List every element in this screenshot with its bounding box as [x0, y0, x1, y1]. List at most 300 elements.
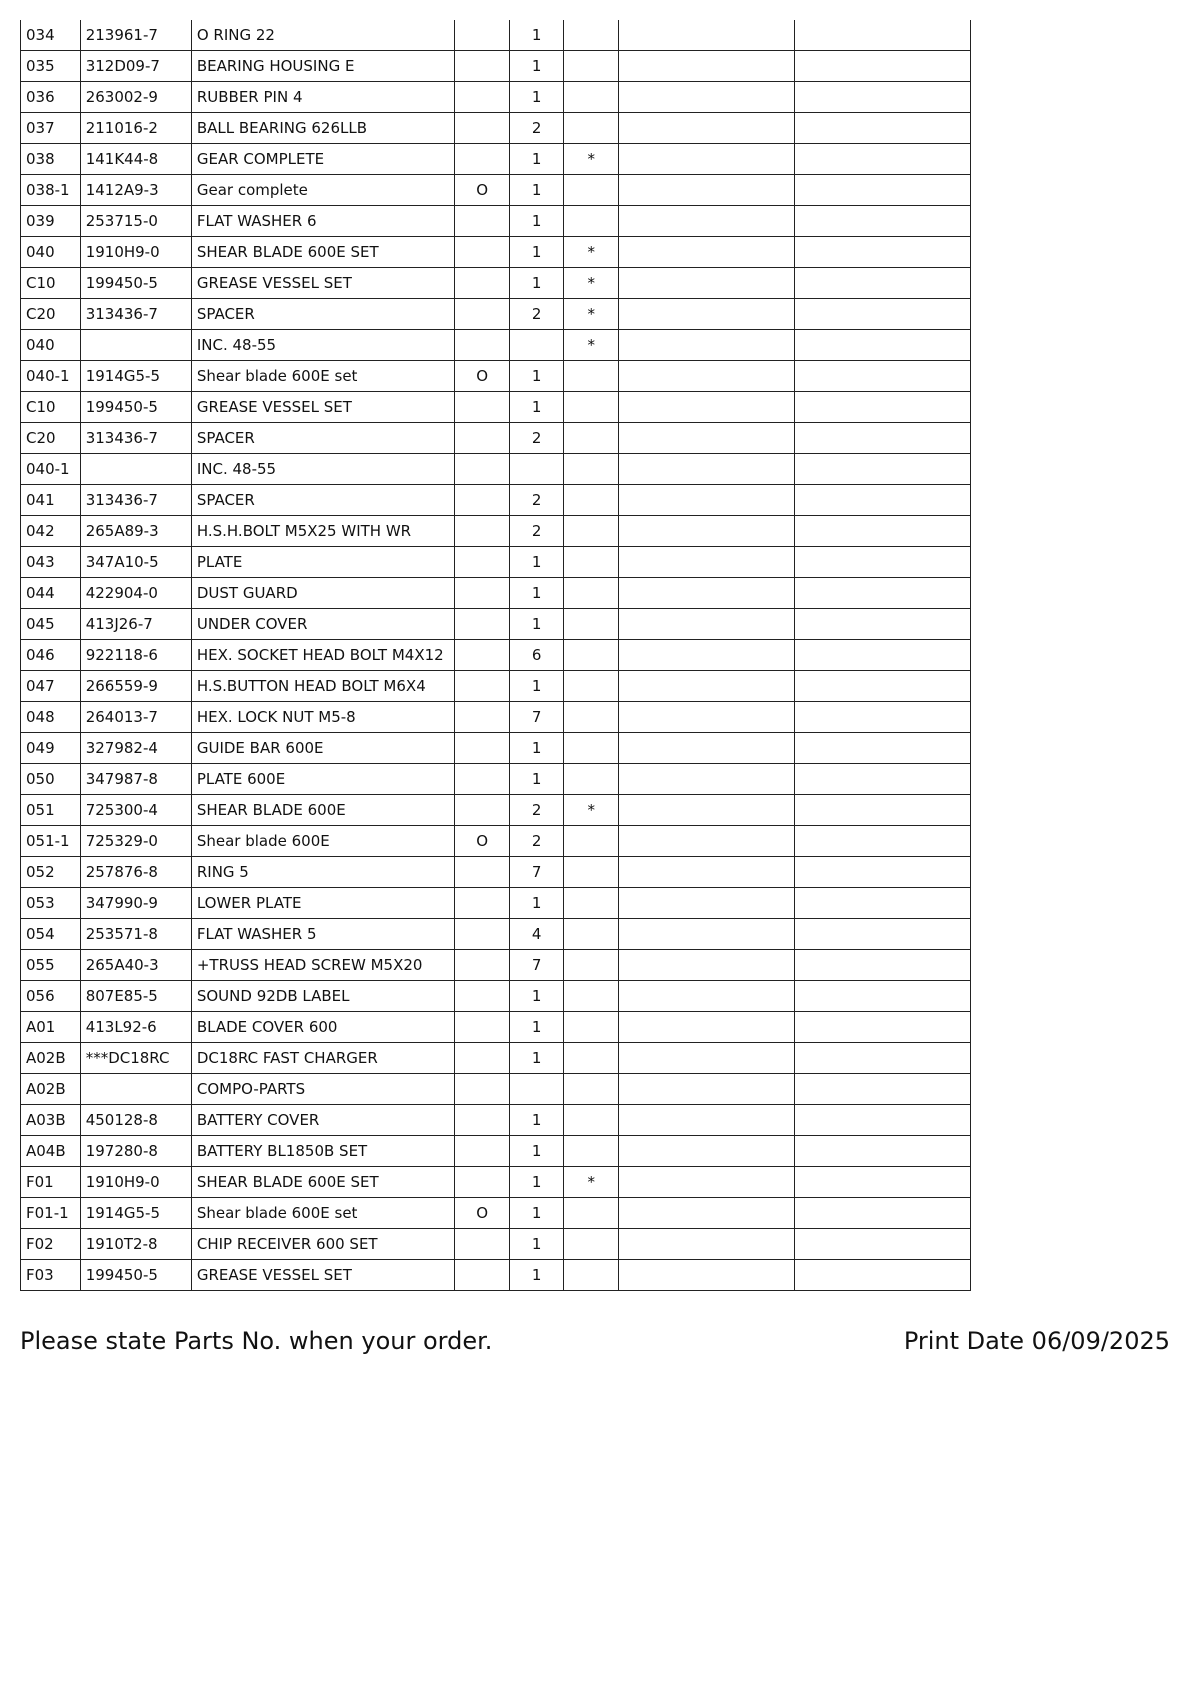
alternate-mark-cell	[455, 764, 510, 795]
part-number-cell	[80, 1074, 191, 1105]
alternate-mark-cell	[455, 1167, 510, 1198]
table-row	[21, 578, 971, 609]
item-number-cell: 047	[21, 671, 81, 702]
part-number-cell: 265A89-3	[80, 516, 191, 547]
description-cell: +TRUSS HEAD SCREW M5X20	[191, 950, 454, 981]
note-mark-cell	[564, 888, 619, 919]
part-number-cell: 422904-0	[80, 578, 191, 609]
table-row	[21, 826, 971, 857]
note-mark-cell	[564, 1198, 619, 1229]
item-number-cell: 051-1	[21, 826, 81, 857]
empty-cell	[618, 547, 794, 578]
alternate-mark-cell	[455, 702, 510, 733]
alternate-mark-cell	[455, 423, 510, 454]
part-number-cell: 263002-9	[80, 82, 191, 113]
part-number-cell: 413L92-6	[80, 1012, 191, 1043]
alternate-mark-cell	[455, 547, 510, 578]
empty-cell	[794, 671, 970, 702]
alternate-mark-cell	[455, 1105, 510, 1136]
description-cell: BLADE COVER 600	[191, 1012, 454, 1043]
quantity-cell: 1	[509, 361, 564, 392]
quantity-cell: 1	[509, 1043, 564, 1074]
alternate-mark-cell	[455, 888, 510, 919]
part-number-cell: 253715-0	[80, 206, 191, 237]
quantity-cell: 1	[509, 237, 564, 268]
item-number-cell: 052	[21, 857, 81, 888]
description-cell: RUBBER PIN 4	[191, 82, 454, 113]
item-number-cell: 043	[21, 547, 81, 578]
description-cell: HEX. LOCK NUT M5-8	[191, 702, 454, 733]
description-cell: GREASE VESSEL SET	[191, 268, 454, 299]
quantity-cell: 7	[509, 857, 564, 888]
alternate-mark-cell	[455, 857, 510, 888]
alternate-mark-cell	[455, 454, 510, 485]
empty-cell	[794, 795, 970, 826]
parts-list	[20, 20, 971, 1291]
empty-cell	[794, 609, 970, 640]
empty-cell	[618, 454, 794, 485]
part-number-cell: 1412A9-3	[80, 175, 191, 206]
item-number-cell: A01	[21, 1012, 81, 1043]
empty-cell	[794, 857, 970, 888]
item-number-cell: 040	[21, 330, 81, 361]
alternate-mark-cell: O	[455, 361, 510, 392]
alternate-mark-cell	[455, 578, 510, 609]
table-row	[21, 516, 971, 547]
quantity-cell: 2	[509, 826, 564, 857]
print-date: Print Date 06/09/2025	[903, 1327, 1170, 1355]
table-row	[21, 888, 971, 919]
empty-cell	[618, 51, 794, 82]
quantity-cell: 1	[509, 1198, 564, 1229]
quantity-cell: 1	[509, 20, 564, 51]
empty-cell	[618, 299, 794, 330]
quantity-cell: 6	[509, 640, 564, 671]
table-row	[21, 981, 971, 1012]
empty-cell	[618, 237, 794, 268]
description-cell: GREASE VESSEL SET	[191, 392, 454, 423]
empty-cell	[618, 1198, 794, 1229]
item-number-cell: C10	[21, 268, 81, 299]
note-mark-cell	[564, 826, 619, 857]
part-number-cell: 199450-5	[80, 392, 191, 423]
table-row	[21, 423, 971, 454]
empty-cell	[794, 20, 970, 51]
part-number-cell: 413J26-7	[80, 609, 191, 640]
alternate-mark-cell	[455, 1260, 510, 1291]
alternate-mark-cell	[455, 1012, 510, 1043]
empty-cell	[794, 1012, 970, 1043]
table-row	[21, 1136, 971, 1167]
note-mark-cell	[564, 361, 619, 392]
table-row	[21, 919, 971, 950]
empty-cell	[618, 764, 794, 795]
table-row	[21, 857, 971, 888]
alternate-mark-cell	[455, 1043, 510, 1074]
description-cell: DUST GUARD	[191, 578, 454, 609]
table-row	[21, 485, 971, 516]
part-number-cell: 347987-8	[80, 764, 191, 795]
note-mark-cell	[564, 702, 619, 733]
table-row	[21, 144, 971, 175]
empty-cell	[794, 578, 970, 609]
item-number-cell: 042	[21, 516, 81, 547]
note-mark-cell: *	[564, 795, 619, 826]
part-number-cell: 257876-8	[80, 857, 191, 888]
table-row	[21, 20, 971, 51]
note-mark-cell	[564, 1260, 619, 1291]
note-mark-cell	[564, 392, 619, 423]
item-number-cell: A03B	[21, 1105, 81, 1136]
note-mark-cell	[564, 1043, 619, 1074]
alternate-mark-cell	[455, 20, 510, 51]
table-row	[21, 175, 971, 206]
part-number-cell: 327982-4	[80, 733, 191, 764]
empty-cell	[794, 113, 970, 144]
empty-cell	[618, 113, 794, 144]
alternate-mark-cell	[455, 516, 510, 547]
empty-cell	[618, 1136, 794, 1167]
description-cell: COMPO-PARTS	[191, 1074, 454, 1105]
description-cell: PLATE	[191, 547, 454, 578]
note-mark-cell: *	[564, 144, 619, 175]
item-number-cell: 045	[21, 609, 81, 640]
description-cell: RING 5	[191, 857, 454, 888]
item-number-cell: 038-1	[21, 175, 81, 206]
quantity-cell	[509, 330, 564, 361]
quantity-cell: 1	[509, 671, 564, 702]
parts-table	[20, 20, 971, 1291]
quantity-cell: 1	[509, 1260, 564, 1291]
table-row	[21, 454, 971, 485]
alternate-mark-cell	[455, 795, 510, 826]
table-row	[21, 640, 971, 671]
table-row	[21, 1043, 971, 1074]
item-number-cell: 050	[21, 764, 81, 795]
description-cell: BATTERY COVER	[191, 1105, 454, 1136]
empty-cell	[618, 516, 794, 547]
alternate-mark-cell: O	[455, 1198, 510, 1229]
item-number-cell: 048	[21, 702, 81, 733]
table-row	[21, 950, 971, 981]
empty-cell	[794, 330, 970, 361]
alternate-mark-cell	[455, 1136, 510, 1167]
empty-cell	[618, 1229, 794, 1260]
empty-cell	[794, 1105, 970, 1136]
alternate-mark-cell	[455, 206, 510, 237]
description-cell: FLAT WASHER 6	[191, 206, 454, 237]
alternate-mark-cell	[455, 1229, 510, 1260]
item-number-cell: F02	[21, 1229, 81, 1260]
description-cell: GEAR COMPLETE	[191, 144, 454, 175]
table-row	[21, 237, 971, 268]
description-cell: FLAT WASHER 5	[191, 919, 454, 950]
quantity-cell: 1	[509, 888, 564, 919]
empty-cell	[794, 733, 970, 764]
table-row	[21, 361, 971, 392]
alternate-mark-cell	[455, 1074, 510, 1105]
note-mark-cell	[564, 175, 619, 206]
table-row	[21, 330, 971, 361]
alternate-mark-cell	[455, 299, 510, 330]
description-cell: Shear blade 600E set	[191, 1198, 454, 1229]
item-number-cell: 049	[21, 733, 81, 764]
part-number-cell: 347A10-5	[80, 547, 191, 578]
description-cell: SPACER	[191, 299, 454, 330]
note-mark-cell	[564, 609, 619, 640]
quantity-cell: 1	[509, 144, 564, 175]
description-cell: INC. 48-55	[191, 330, 454, 361]
item-number-cell: F01-1	[21, 1198, 81, 1229]
quantity-cell: 7	[509, 702, 564, 733]
note-mark-cell	[564, 981, 619, 1012]
note-mark-cell	[564, 1136, 619, 1167]
table-row	[21, 547, 971, 578]
empty-cell	[794, 361, 970, 392]
item-number-cell: 044	[21, 578, 81, 609]
table-row	[21, 733, 971, 764]
quantity-cell: 2	[509, 516, 564, 547]
empty-cell	[794, 1074, 970, 1105]
empty-cell	[618, 609, 794, 640]
alternate-mark-cell	[455, 733, 510, 764]
note-mark-cell	[564, 1229, 619, 1260]
quantity-cell: 1	[509, 981, 564, 1012]
quantity-cell: 2	[509, 299, 564, 330]
quantity-cell: 2	[509, 113, 564, 144]
empty-cell	[618, 888, 794, 919]
note-mark-cell	[564, 516, 619, 547]
empty-cell	[794, 547, 970, 578]
empty-cell	[618, 702, 794, 733]
alternate-mark-cell	[455, 981, 510, 1012]
note-mark-cell	[564, 764, 619, 795]
empty-cell	[618, 578, 794, 609]
table-row	[21, 1012, 971, 1043]
empty-cell	[794, 144, 970, 175]
description-cell: SPACER	[191, 423, 454, 454]
note-mark-cell	[564, 547, 619, 578]
note-mark-cell	[564, 671, 619, 702]
description-cell: PLATE 600E	[191, 764, 454, 795]
table-row	[21, 113, 971, 144]
part-number-cell: 450128-8	[80, 1105, 191, 1136]
note-mark-cell	[564, 423, 619, 454]
quantity-cell: 1	[509, 764, 564, 795]
part-number-cell: 211016-2	[80, 113, 191, 144]
part-number-cell: 266559-9	[80, 671, 191, 702]
order-note: Please state Parts No. when your order.	[20, 1327, 493, 1355]
quantity-cell	[509, 1074, 564, 1105]
note-mark-cell	[564, 1074, 619, 1105]
alternate-mark-cell	[455, 640, 510, 671]
item-number-cell: C20	[21, 423, 81, 454]
empty-cell	[794, 299, 970, 330]
quantity-cell: 1	[509, 268, 564, 299]
empty-cell	[794, 1043, 970, 1074]
empty-cell	[794, 1198, 970, 1229]
empty-cell	[618, 144, 794, 175]
note-mark-cell	[564, 640, 619, 671]
description-cell: BATTERY BL1850B SET	[191, 1136, 454, 1167]
quantity-cell	[509, 454, 564, 485]
empty-cell	[618, 950, 794, 981]
item-number-cell: 038	[21, 144, 81, 175]
alternate-mark-cell	[455, 51, 510, 82]
empty-cell	[794, 1260, 970, 1291]
part-number-cell: 265A40-3	[80, 950, 191, 981]
description-cell: UNDER COVER	[191, 609, 454, 640]
empty-cell	[794, 702, 970, 733]
alternate-mark-cell: O	[455, 175, 510, 206]
part-number-cell: 313436-7	[80, 485, 191, 516]
quantity-cell: 2	[509, 795, 564, 826]
item-number-cell: 054	[21, 919, 81, 950]
empty-cell	[794, 919, 970, 950]
part-number-cell: ***DC18RC	[80, 1043, 191, 1074]
quantity-cell: 4	[509, 919, 564, 950]
quantity-cell: 1	[509, 1105, 564, 1136]
alternate-mark-cell	[455, 268, 510, 299]
note-mark-cell: *	[564, 237, 619, 268]
table-row	[21, 299, 971, 330]
description-cell: O RING 22	[191, 20, 454, 51]
empty-cell	[794, 454, 970, 485]
description-cell: Gear complete	[191, 175, 454, 206]
item-number-cell: A02B	[21, 1043, 81, 1074]
table-row	[21, 1167, 971, 1198]
empty-cell	[794, 392, 970, 423]
empty-cell	[618, 1012, 794, 1043]
quantity-cell: 1	[509, 733, 564, 764]
description-cell: SHEAR BLADE 600E SET	[191, 237, 454, 268]
empty-cell	[794, 516, 970, 547]
description-cell: SOUND 92DB LABEL	[191, 981, 454, 1012]
empty-cell	[794, 1136, 970, 1167]
note-mark-cell	[564, 857, 619, 888]
description-cell: CHIP RECEIVER 600 SET	[191, 1229, 454, 1260]
parts-table-body	[21, 20, 971, 1291]
table-row	[21, 609, 971, 640]
item-number-cell: C20	[21, 299, 81, 330]
note-mark-cell	[564, 82, 619, 113]
empty-cell	[618, 1260, 794, 1291]
note-mark-cell	[564, 1012, 619, 1043]
item-number-cell: 036	[21, 82, 81, 113]
note-mark-cell	[564, 578, 619, 609]
description-cell: LOWER PLATE	[191, 888, 454, 919]
note-mark-cell	[564, 206, 619, 237]
alternate-mark-cell	[455, 485, 510, 516]
note-mark-cell	[564, 20, 619, 51]
empty-cell	[794, 640, 970, 671]
table-row	[21, 268, 971, 299]
quantity-cell: 1	[509, 578, 564, 609]
item-number-cell: 041	[21, 485, 81, 516]
description-cell: SHEAR BLADE 600E SET	[191, 1167, 454, 1198]
quantity-cell: 1	[509, 1167, 564, 1198]
empty-cell	[794, 51, 970, 82]
part-number-cell: 313436-7	[80, 299, 191, 330]
empty-cell	[618, 733, 794, 764]
alternate-mark-cell	[455, 392, 510, 423]
alternate-mark-cell	[455, 919, 510, 950]
item-number-cell: 040-1	[21, 454, 81, 485]
empty-cell	[794, 1167, 970, 1198]
table-row	[21, 764, 971, 795]
note-mark-cell: *	[564, 330, 619, 361]
alternate-mark-cell: O	[455, 826, 510, 857]
empty-cell	[618, 795, 794, 826]
part-number-cell: 199450-5	[80, 268, 191, 299]
empty-cell	[794, 237, 970, 268]
description-cell: SPACER	[191, 485, 454, 516]
empty-cell	[794, 764, 970, 795]
part-number-cell: 1910H9-0	[80, 1167, 191, 1198]
note-mark-cell	[564, 51, 619, 82]
item-number-cell: F01	[21, 1167, 81, 1198]
part-number-cell: 1914G5-5	[80, 1198, 191, 1229]
quantity-cell: 1	[509, 547, 564, 578]
description-cell: SHEAR BLADE 600E	[191, 795, 454, 826]
description-cell: BEARING HOUSING E	[191, 51, 454, 82]
description-cell: DC18RC FAST CHARGER	[191, 1043, 454, 1074]
part-number-cell: 922118-6	[80, 640, 191, 671]
item-number-cell: 055	[21, 950, 81, 981]
part-number-cell: 807E85-5	[80, 981, 191, 1012]
quantity-cell: 1	[509, 1136, 564, 1167]
item-number-cell: F03	[21, 1260, 81, 1291]
item-number-cell: 040-1	[21, 361, 81, 392]
empty-cell	[794, 888, 970, 919]
item-number-cell: 053	[21, 888, 81, 919]
note-mark-cell: *	[564, 268, 619, 299]
empty-cell	[618, 1074, 794, 1105]
part-number-cell: 725300-4	[80, 795, 191, 826]
part-number-cell: 197280-8	[80, 1136, 191, 1167]
empty-cell	[618, 1105, 794, 1136]
item-number-cell: 039	[21, 206, 81, 237]
note-mark-cell	[564, 485, 619, 516]
table-row	[21, 795, 971, 826]
empty-cell	[794, 268, 970, 299]
empty-cell	[794, 950, 970, 981]
note-mark-cell: *	[564, 1167, 619, 1198]
item-number-cell: 034	[21, 20, 81, 51]
part-number-cell: 253571-8	[80, 919, 191, 950]
item-number-cell: 035	[21, 51, 81, 82]
description-cell: H.S.H.BOLT M5X25 WITH WR	[191, 516, 454, 547]
empty-cell	[794, 82, 970, 113]
note-mark-cell	[564, 113, 619, 144]
quantity-cell: 1	[509, 82, 564, 113]
empty-cell	[618, 392, 794, 423]
description-cell: GUIDE BAR 600E	[191, 733, 454, 764]
empty-cell	[618, 981, 794, 1012]
empty-cell	[618, 361, 794, 392]
part-number-cell: 313436-7	[80, 423, 191, 454]
alternate-mark-cell	[455, 113, 510, 144]
empty-cell	[618, 671, 794, 702]
part-number-cell: 264013-7	[80, 702, 191, 733]
description-cell: GREASE VESSEL SET	[191, 1260, 454, 1291]
description-cell: HEX. SOCKET HEAD BOLT M4X12	[191, 640, 454, 671]
empty-cell	[618, 485, 794, 516]
alternate-mark-cell	[455, 237, 510, 268]
alternate-mark-cell	[455, 144, 510, 175]
note-mark-cell	[564, 733, 619, 764]
note-mark-cell	[564, 919, 619, 950]
